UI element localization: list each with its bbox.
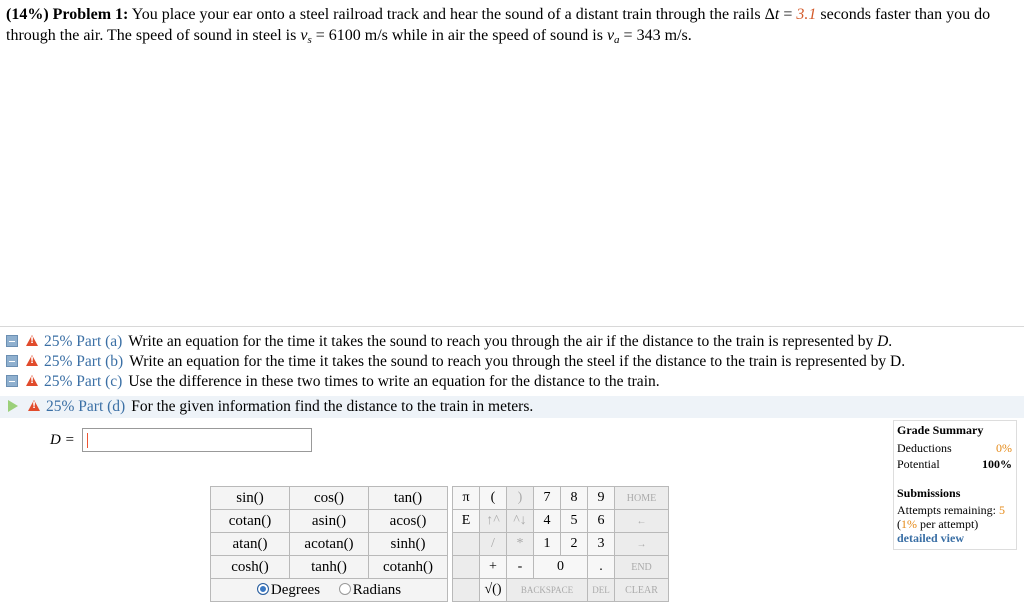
detailed-view-row [894, 531, 1016, 545]
divider [0, 326, 1024, 327]
tanh-button[interactable]: tanh() [290, 556, 369, 579]
minus-key[interactable]: - [507, 556, 534, 579]
cosh-button[interactable]: cosh() [211, 556, 290, 579]
angle-mode-row [211, 579, 448, 602]
e-key[interactable]: E [453, 510, 480, 533]
acotan-button[interactable]: acotan() [290, 533, 369, 556]
blank-key [453, 533, 480, 556]
divide-key[interactable]: / [480, 533, 507, 556]
attempts-remaining [894, 503, 1016, 517]
deductions-row [894, 440, 1016, 456]
per-attempt-text: per attempt) [917, 517, 979, 531]
key-8[interactable]: 8 [561, 487, 588, 510]
warning-icon [28, 400, 40, 411]
del-key[interactable]: DEL [588, 579, 615, 602]
decimal-key[interactable]: . [588, 556, 615, 579]
pi-key[interactable]: π [453, 487, 480, 510]
key-2[interactable]: 2 [561, 533, 588, 556]
per-attempt-value: 1% [901, 517, 917, 531]
vs-variable: v [300, 27, 308, 44]
part-d-percent[interactable]: 25% Part (d) [46, 398, 126, 415]
key-6[interactable]: 6 [588, 510, 615, 533]
key-7[interactable]: 7 [534, 487, 561, 510]
blank-key [453, 579, 480, 602]
sin-button[interactable]: sin() [211, 487, 290, 510]
per-attempt-open: ( [897, 517, 901, 531]
deductions-label: Deductions [897, 441, 952, 455]
part-a-period: . [888, 333, 893, 350]
part-c-row[interactable] [6, 372, 660, 392]
key-0[interactable]: 0 [534, 556, 588, 579]
degrees-radio[interactable] [257, 583, 269, 595]
blank-key [453, 556, 480, 579]
potential-row [894, 456, 1016, 472]
per-attempt-note [894, 517, 1016, 531]
vs-subscript: s [307, 34, 312, 46]
problem-text-5: = 343 m/s. [619, 27, 692, 44]
tan-button[interactable]: tan() [369, 487, 448, 510]
answer-input[interactable] [82, 428, 312, 452]
key-3[interactable]: 3 [588, 533, 615, 556]
close-paren-key[interactable]: ) [507, 487, 534, 510]
key-4[interactable]: 4 [534, 510, 561, 533]
problem-text-2: = [779, 6, 797, 23]
problem-text-1: You place your ear onto a steel railroad track and hear the sound of a distant train through the rails Δ [131, 6, 775, 23]
part-d-text: For the given information find the distance to the train in meters. [131, 398, 534, 415]
backspace-key[interactable]: BACKSPACE [507, 579, 588, 602]
attempts-label: Attempts remaining: [897, 503, 996, 517]
key-1[interactable]: 1 [534, 533, 561, 556]
va-variable: v [606, 27, 615, 44]
numeric-keypad [452, 486, 669, 602]
detailed-view-link[interactable]: detailed view [897, 531, 964, 545]
part-a-text: Write an equation for the time it takes the sound to reach you through the air if the distance to the train is represented by [128, 333, 878, 350]
superscript-down-key[interactable]: ^↓ [507, 510, 534, 533]
function-keypad [210, 486, 448, 602]
sqrt-key[interactable]: √() [480, 579, 507, 602]
clear-key[interactable]: CLEAR [615, 579, 669, 602]
part-d-row[interactable] [6, 397, 533, 417]
part-b-percent[interactable]: 25% Part (b) [44, 353, 124, 370]
radians-radio[interactable] [339, 583, 351, 595]
warning-icon [26, 335, 38, 346]
part-a-row[interactable] [6, 332, 892, 352]
plus-key[interactable]: + [480, 556, 507, 579]
answer-label: D = [50, 432, 75, 448]
end-key[interactable]: END [615, 556, 669, 579]
warning-icon [26, 375, 38, 386]
problem-text-4: = 6100 m/s while in air the speed of sound is [311, 27, 607, 44]
atan-button[interactable]: atan() [211, 533, 290, 556]
right-arrow-key[interactable]: → [615, 533, 669, 556]
part-a-percent[interactable]: 25% Part (a) [44, 333, 123, 350]
expand-arrow-icon[interactable] [8, 400, 18, 412]
acos-button[interactable]: acos() [369, 510, 448, 533]
warning-icon [26, 355, 38, 366]
part-a-variable: D [877, 333, 889, 350]
problem-text-3: seconds faster than you do through the air. The speed of sound in steel is [6, 6, 991, 44]
multiply-key[interactable]: * [507, 533, 534, 556]
collapse-icon[interactable] [6, 335, 18, 347]
potential-value: 100% [982, 457, 1012, 471]
problem-weight: (14%) [6, 6, 49, 23]
key-5[interactable]: 5 [561, 510, 588, 533]
key-9[interactable]: 9 [588, 487, 615, 510]
attempts-value: 5 [998, 503, 1005, 517]
part-c-percent[interactable]: 25% Part (c) [44, 373, 123, 390]
part-b-text: Write an equation for the time it takes the sound to reach you through the steel if the distance to the train is represented by D. [129, 353, 906, 370]
asin-button[interactable]: asin() [290, 510, 369, 533]
part-b-row[interactable] [6, 352, 905, 372]
problem-label: Problem 1: [52, 6, 129, 23]
dt-variable: t [774, 6, 780, 23]
deductions-value: 0% [996, 441, 1012, 455]
grade-summary-title: Grade Summary [897, 423, 984, 437]
cos-button[interactable]: cos() [290, 487, 369, 510]
problem-statement [6, 4, 1018, 51]
potential-label: Potential [897, 457, 940, 471]
cotan-button[interactable]: cotan() [211, 510, 290, 533]
open-paren-key[interactable]: ( [480, 487, 507, 510]
part-c-text: Use the difference in these two times to write an equation for the distance to the train. [128, 373, 660, 390]
superscript-up-key[interactable]: ↑^ [480, 510, 507, 533]
degrees-label[interactable]: Degrees [270, 581, 321, 598]
sinh-button[interactable]: sinh() [369, 533, 448, 556]
left-arrow-key[interactable]: ← [615, 510, 669, 533]
radians-label[interactable]: Radians [352, 581, 402, 598]
collapse-icon[interactable] [6, 375, 18, 387]
home-key[interactable]: HOME [615, 487, 669, 510]
grade-summary-panel [893, 420, 1017, 550]
va-subscript: a [614, 34, 620, 46]
cotanh-button[interactable]: cotanh() [369, 556, 448, 579]
text-cursor [87, 433, 88, 448]
collapse-icon[interactable] [6, 355, 18, 367]
dt-value: 3.1 [796, 6, 817, 23]
submissions-title: Submissions [897, 486, 961, 500]
